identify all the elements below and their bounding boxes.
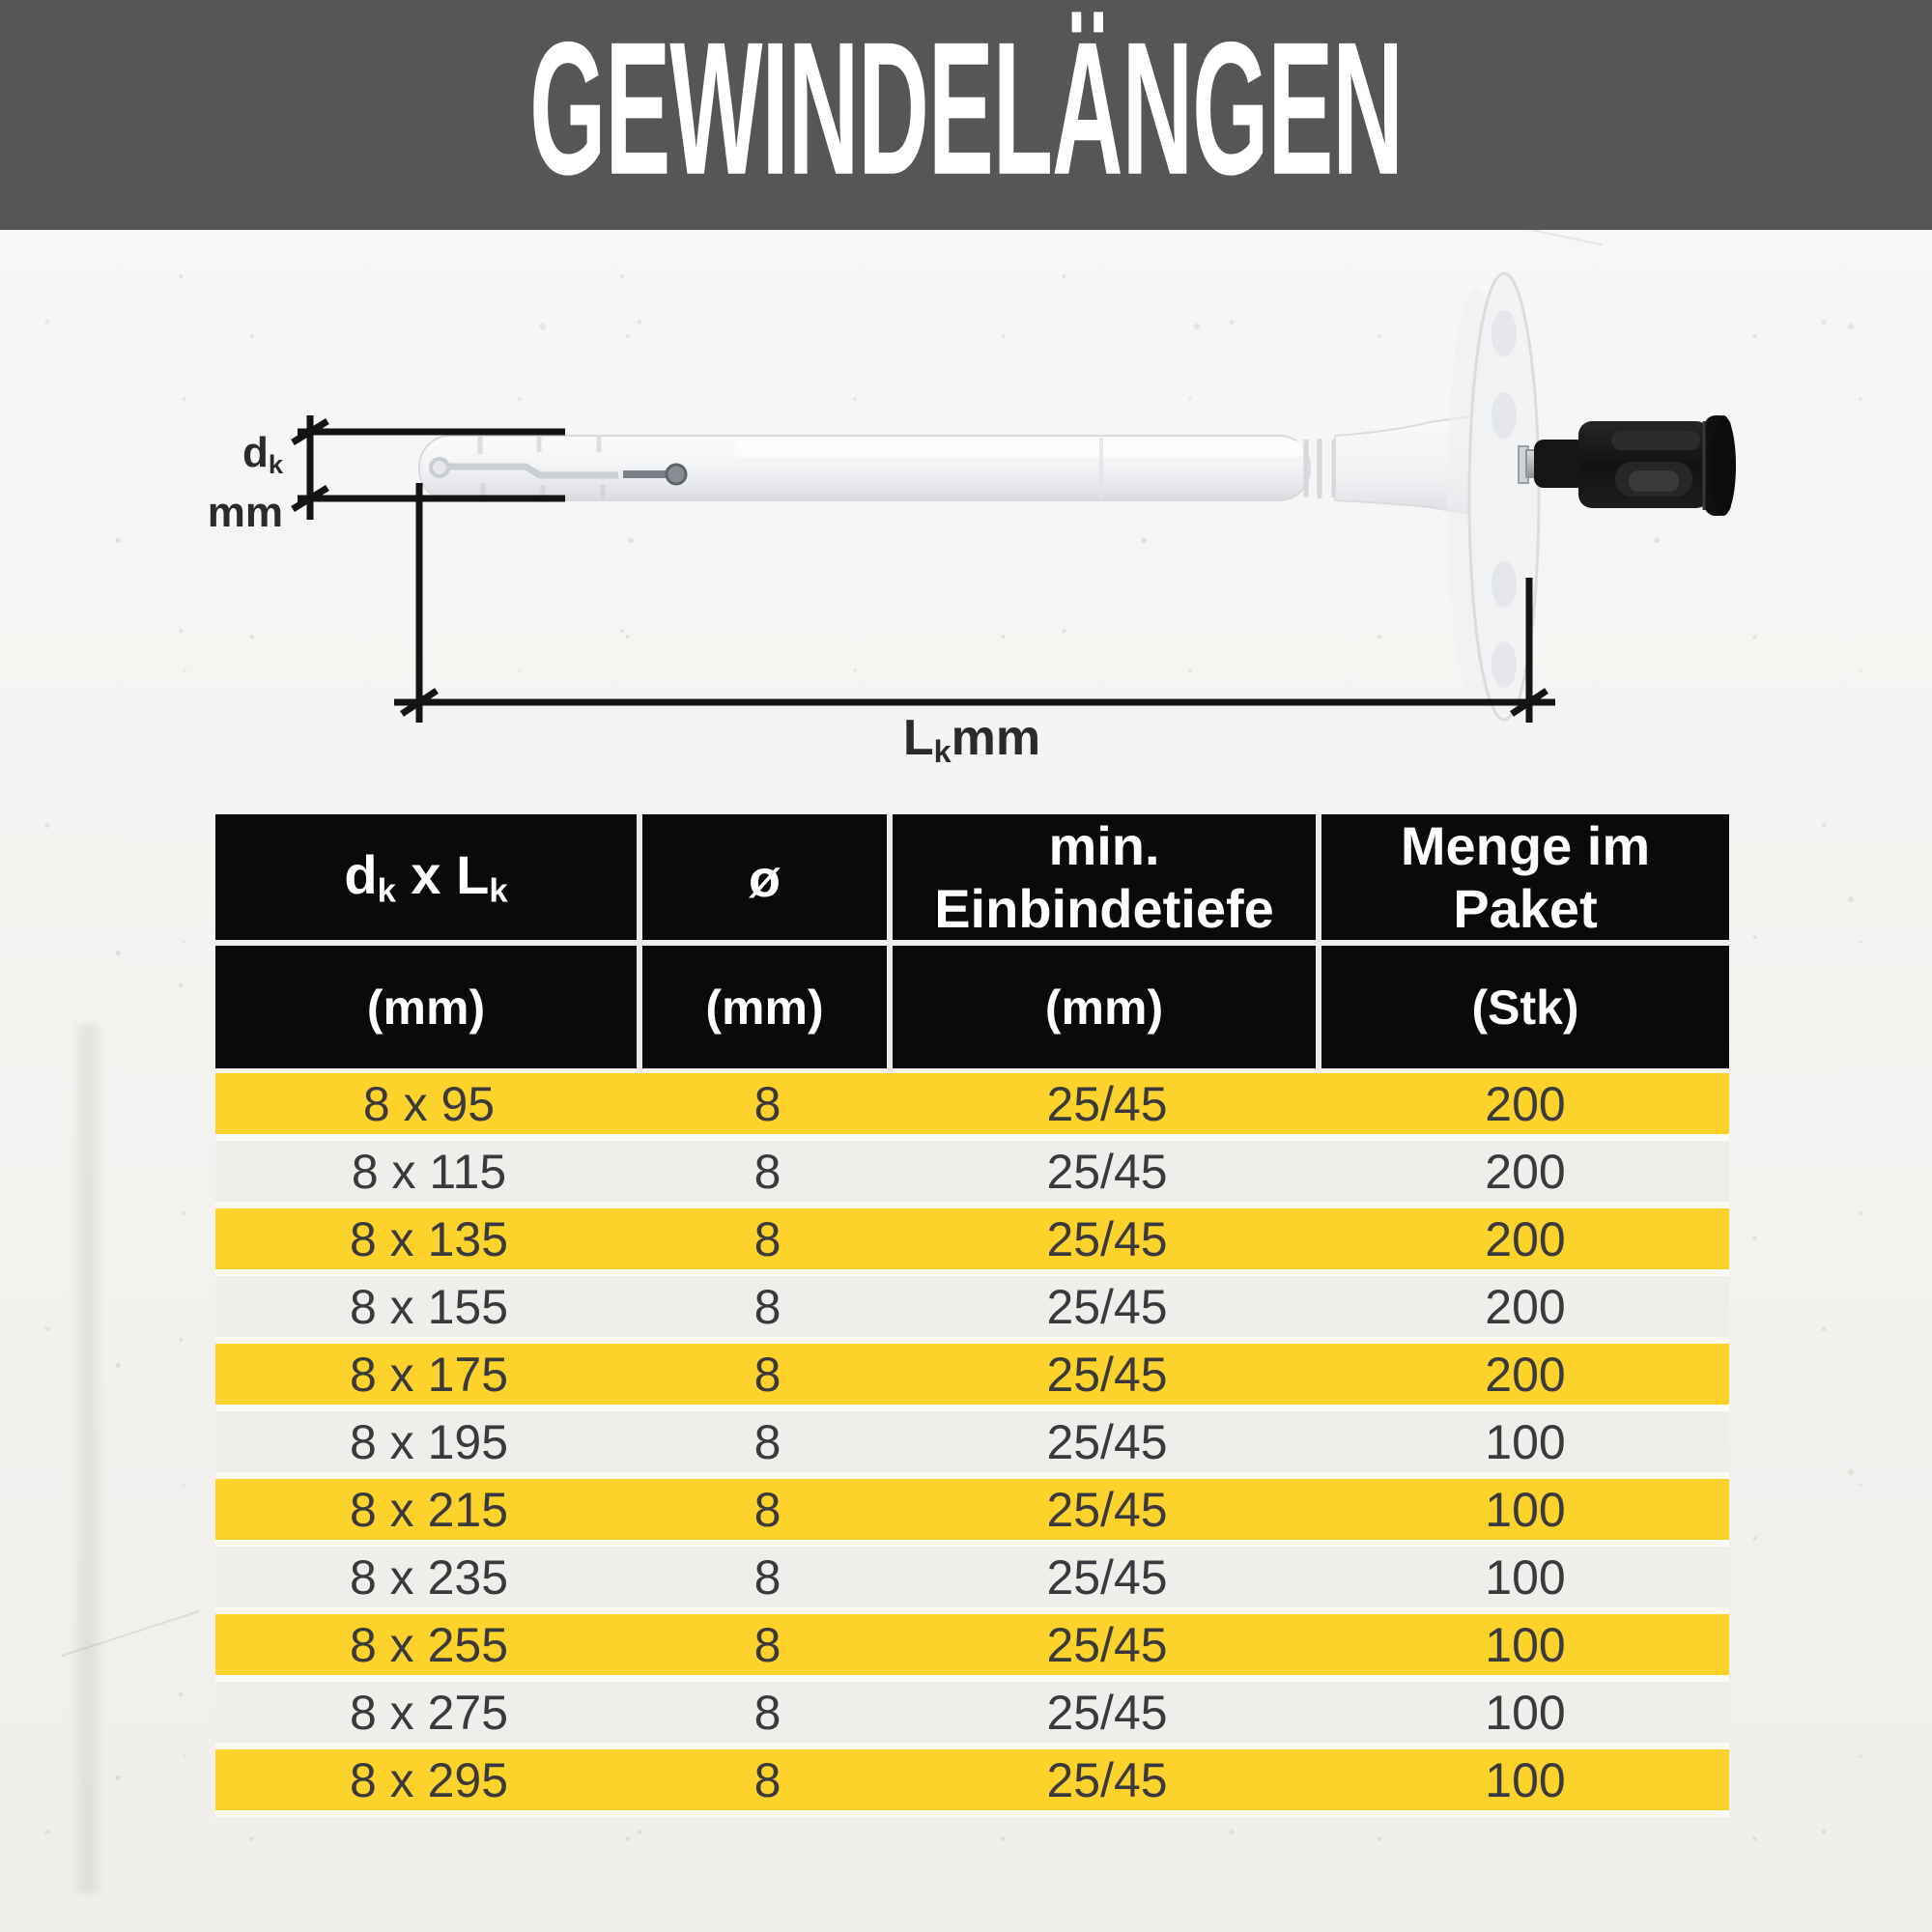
table-row [215, 1276, 1729, 1344]
col-unit-diameter: (mm) [642, 946, 893, 1073]
cell-diameter: 8 [642, 1208, 893, 1276]
cell-diameter: 8 [642, 1547, 893, 1614]
cell-size: 8 x 155 [215, 1276, 642, 1344]
cell-diameter: 8 [642, 1614, 893, 1682]
table-row [215, 1479, 1729, 1547]
table-row [215, 1141, 1729, 1208]
cell-depth: 25/45 [893, 1208, 1321, 1276]
header-row-units [215, 946, 1729, 1073]
cell-depth: 25/45 [893, 1411, 1321, 1479]
cell-depth: 25/45 [893, 1344, 1321, 1411]
dk-dimension-label [157, 429, 283, 537]
cell-depth: 25/45 [893, 1073, 1321, 1141]
dk-symbol: $d_k$ [242, 429, 283, 479]
dowel-shaft [419, 436, 1310, 500]
cell-qty: 200 [1321, 1276, 1729, 1344]
col-unit-qty: (Stk) [1321, 946, 1729, 1073]
anchor-plate-disc [1447, 273, 1539, 720]
impact-pin-head [1534, 415, 1736, 516]
table-row [215, 1614, 1729, 1682]
col-header-size: $d_k$ x $L_k$ [215, 814, 642, 946]
spec-table [215, 814, 1729, 1817]
cell-qty: 200 [1321, 1073, 1729, 1141]
cell-qty: 100 [1321, 1411, 1729, 1479]
cell-depth: 25/45 [893, 1547, 1321, 1614]
col-unit-size: (mm) [215, 946, 642, 1073]
cell-size: 8 x 175 [215, 1344, 642, 1411]
table-row [215, 1749, 1729, 1817]
spec-table-head [215, 814, 1729, 1073]
spec-table-body [215, 1073, 1729, 1817]
cell-diameter: 8 [642, 1479, 893, 1547]
cell-depth: 25/45 [893, 1276, 1321, 1344]
cell-diameter: 8 [642, 1749, 893, 1817]
lk-dimension-label [730, 711, 1213, 779]
table-row [215, 1411, 1729, 1479]
cell-qty: 100 [1321, 1749, 1729, 1817]
cell-qty: 100 [1321, 1479, 1729, 1547]
table-row [215, 1208, 1729, 1276]
dk-unit: mm [207, 488, 283, 536]
cell-size: 8 x 255 [215, 1614, 642, 1682]
cell-qty: 100 [1321, 1547, 1729, 1614]
lk-unit: mm [951, 710, 1041, 766]
cell-depth: 25/45 [893, 1682, 1321, 1749]
cell-qty: 200 [1321, 1141, 1729, 1208]
cell-diameter: 8 [642, 1073, 893, 1141]
cell-qty: 200 [1321, 1344, 1729, 1411]
col-unit-depth: (mm) [893, 946, 1321, 1073]
table-row [215, 1073, 1729, 1141]
lk-symbol: $L_k$ [902, 710, 952, 770]
table-row [215, 1344, 1729, 1411]
cell-diameter: 8 [642, 1344, 893, 1411]
col-header-diameter [642, 814, 893, 946]
table-row [215, 1682, 1729, 1749]
cell-diameter: 8 [642, 1141, 893, 1208]
cell-qty: 100 [1321, 1614, 1729, 1682]
header-row-labels [215, 814, 1729, 946]
cell-depth: 25/45 [893, 1141, 1321, 1208]
diameter-icon: ø [749, 849, 781, 908]
table-row [215, 1547, 1729, 1614]
cell-qty: 200 [1321, 1208, 1729, 1276]
cell-diameter: 8 [642, 1682, 893, 1749]
cell-size: 8 x 275 [215, 1682, 642, 1749]
cell-diameter: 8 [642, 1411, 893, 1479]
col-header-qty: Menge im Paket [1321, 814, 1729, 946]
cell-depth: 25/45 [893, 1614, 1321, 1682]
cell-size: 8 x 95 [215, 1073, 642, 1141]
cell-size: 8 x 215 [215, 1479, 642, 1547]
lk-dimension-lines [394, 483, 1555, 723]
col-header-depth: min. Einbindetiefe [893, 814, 1321, 946]
cell-diameter: 8 [642, 1276, 893, 1344]
cell-qty: 100 [1321, 1682, 1729, 1749]
cell-size: 8 x 235 [215, 1547, 642, 1614]
cell-depth: 25/45 [893, 1479, 1321, 1547]
title-band [0, 0, 1932, 230]
cell-size: 8 x 295 [215, 1749, 642, 1817]
page-title: GEWINDELÄNGEN [529, 2, 1403, 214]
cell-size: 8 x 195 [215, 1411, 642, 1479]
cell-size: 8 x 115 [215, 1141, 642, 1208]
cell-size: 8 x 135 [215, 1208, 642, 1276]
cell-depth: 25/45 [893, 1749, 1321, 1817]
